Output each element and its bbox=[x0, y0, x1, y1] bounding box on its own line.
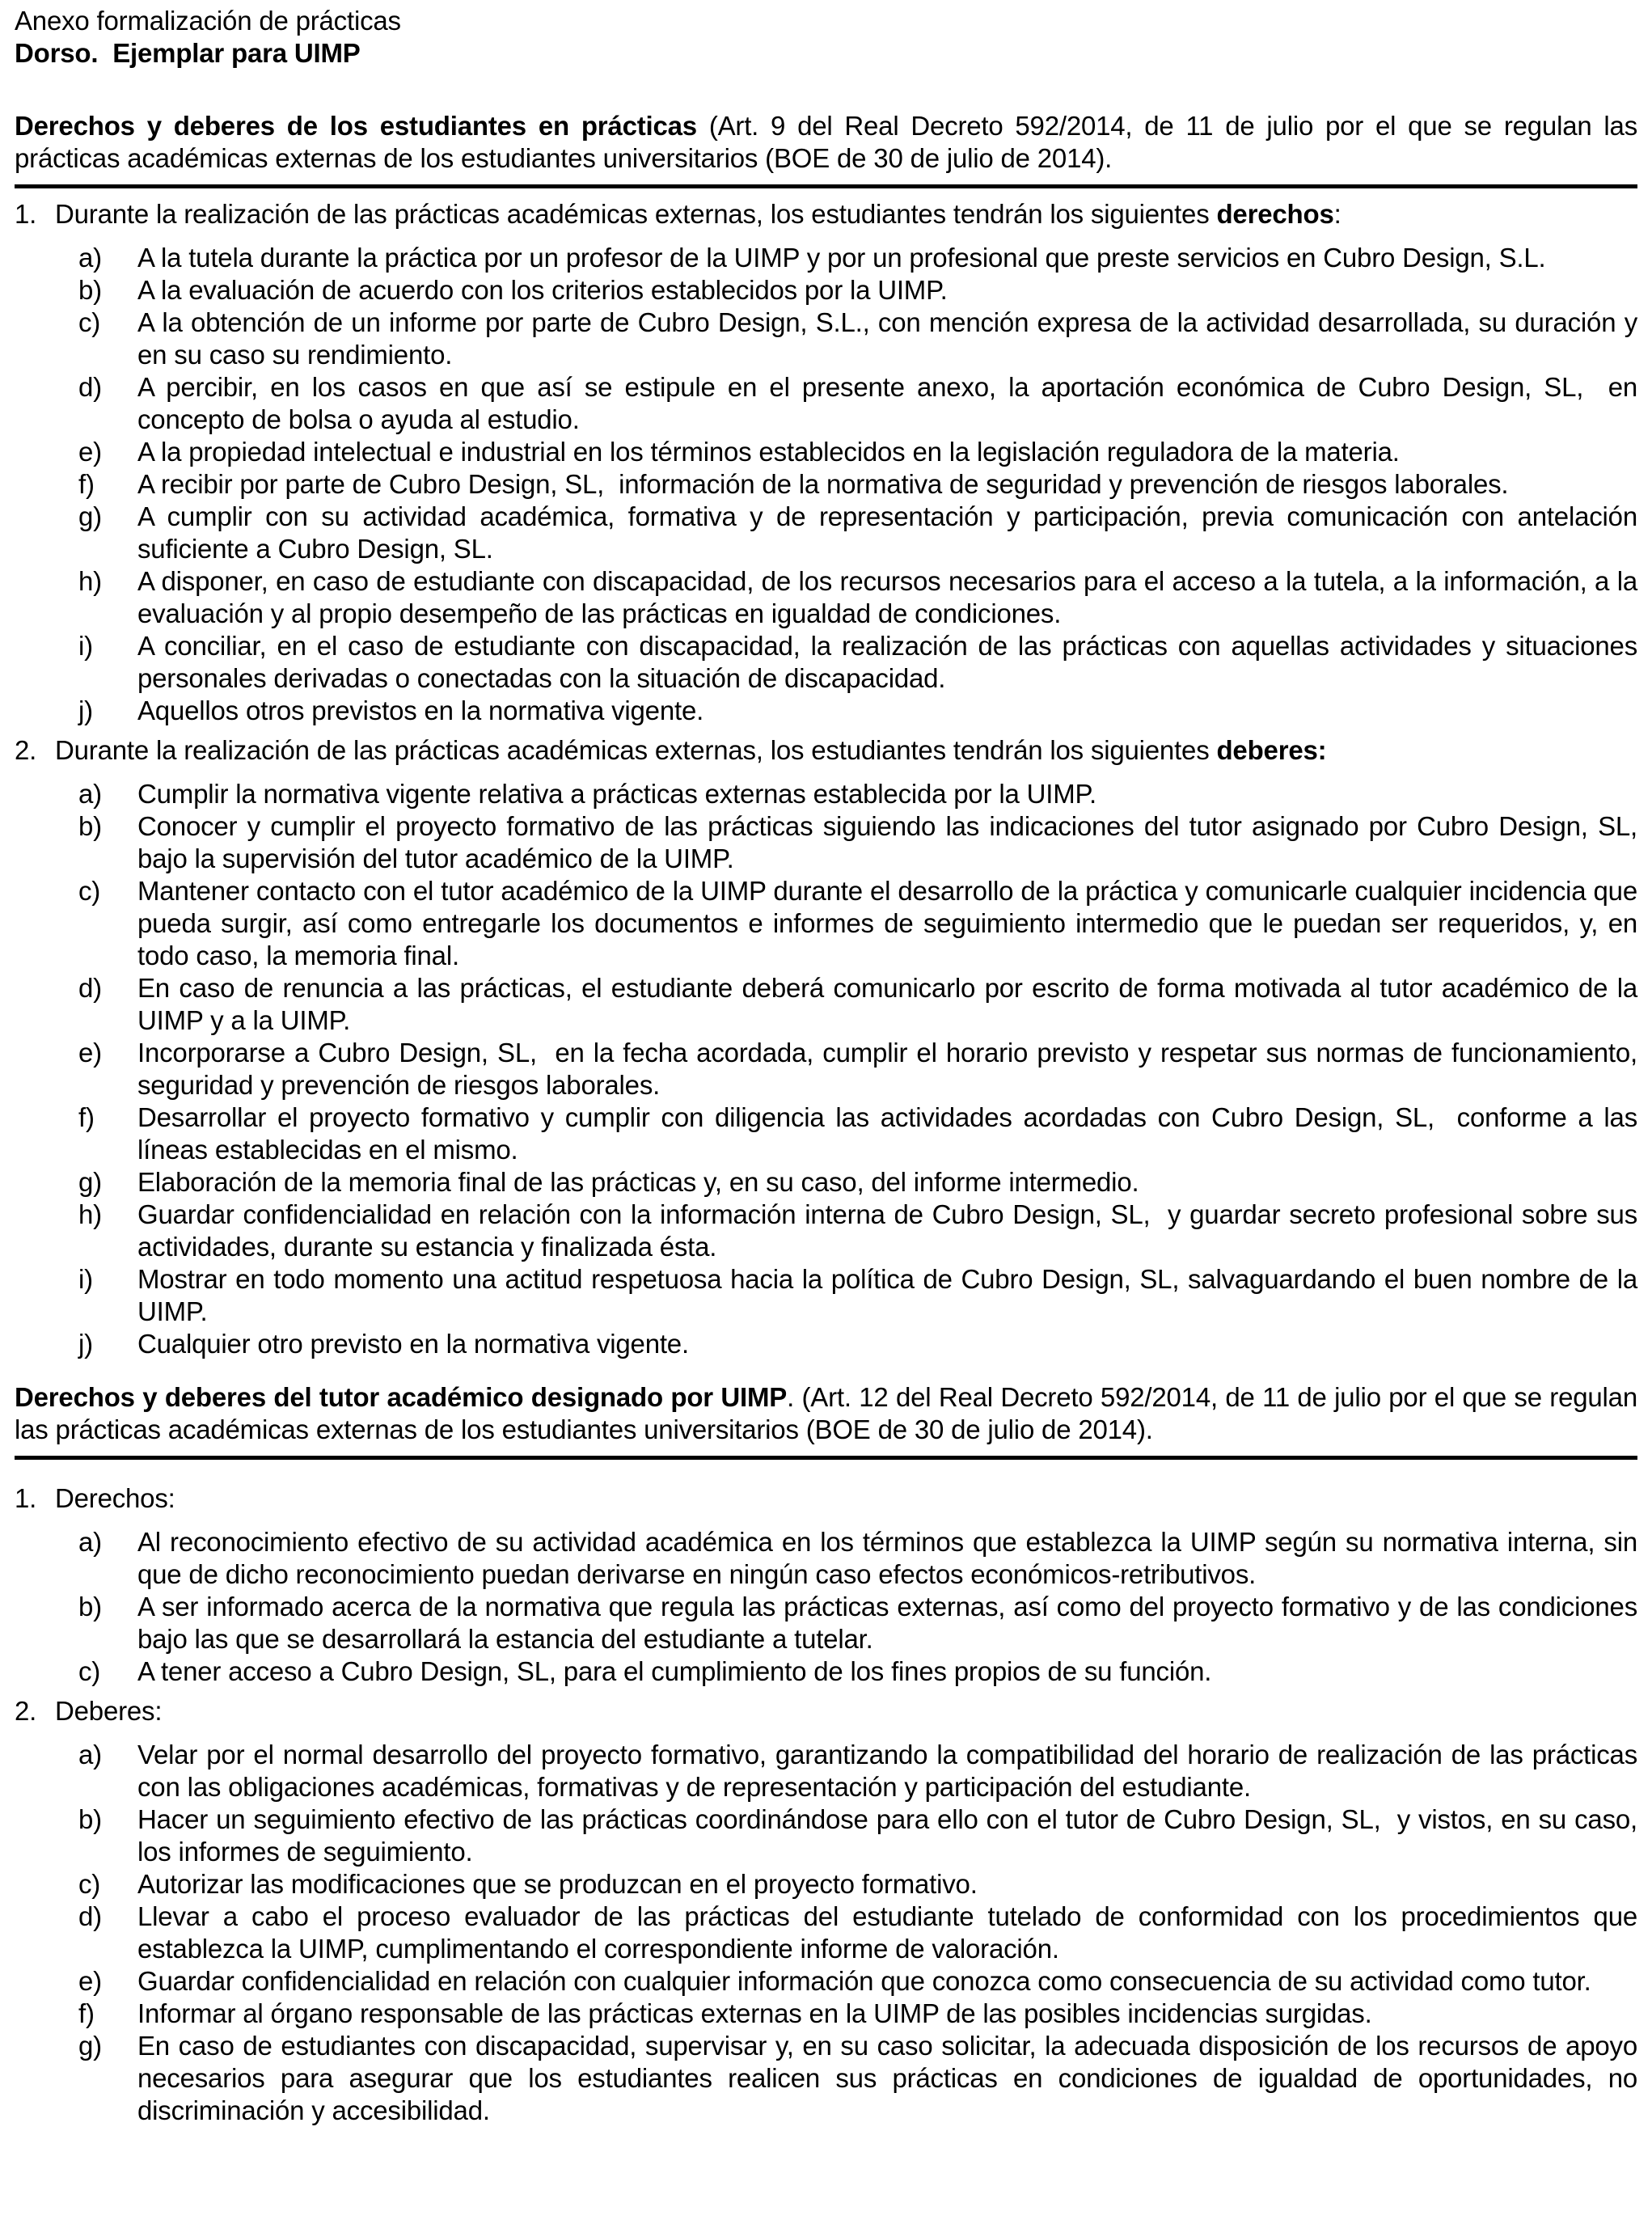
item-label: c) bbox=[78, 876, 101, 906]
item-text: Autorizar las modificaciones que se produzcan en el proyecto formativo. bbox=[137, 1869, 978, 1899]
tutor-deberes-list bbox=[15, 1695, 1645, 2127]
list-item bbox=[15, 1655, 1637, 1688]
list-item bbox=[15, 1328, 1637, 1360]
item-text: A conciliar, en el caso de estudiante con discapacidad, la realización de las prácticas con aquellas actividades y situaciones personales derivadas o conectadas con la situación de discapacidad. bbox=[137, 631, 1645, 693]
item-text: Desarrollar el proyecto formativo y cumplir con diligencia las actividades acordadas con Cubro Design, SL, conforme a las líneas establecidas en el mismo. bbox=[137, 1102, 1645, 1165]
list-intro bbox=[15, 1695, 1637, 1727]
list-item bbox=[15, 1803, 1645, 1868]
item-label: e) bbox=[78, 1966, 102, 1996]
intro-suffix: : bbox=[1333, 199, 1341, 229]
item-text: A ser informado acerca de la normativa que regula las prácticas externas, así como del proyecto formativo y de las condiciones bajo las que se desarrollará la estancia del estudiante a tutelar. bbox=[137, 1592, 1645, 1654]
item-label: h) bbox=[78, 566, 102, 596]
students-heading-rest-text: (Art. 9 del Real Decreto 592/2014, de 11 de julio por el que se regulan las prácticas académicas externas de los estudiantes universitarios (BOE de 30 de julio de 2014). bbox=[15, 111, 1637, 173]
students-derechos-list bbox=[15, 198, 1645, 727]
list-item bbox=[15, 1263, 1645, 1328]
list-item bbox=[15, 371, 1645, 436]
item-text: A la propiedad intelectual e industrial en los términos establecidos en la legislación reguladora de la materia. bbox=[137, 437, 1400, 467]
item-text: Guardar confidencialidad en relación con cualquier información que conozca como consecuencia de su actividad como tutor. bbox=[137, 1966, 1591, 1996]
item-text: A percibir, en los casos en que así se estipule en el presente anexo, la aportación económica de Cubro Design, SL, en concepto de bolsa o ayuda al estudio. bbox=[137, 372, 1645, 434]
item-text: A cumplir con su actividad académica, formativa y de representación y participación, previa comunicación con antelación suficiente a Cubro Design, SL. bbox=[137, 501, 1645, 564]
list-intro-text bbox=[55, 1695, 1637, 1727]
list-item bbox=[15, 810, 1645, 875]
item-label: d) bbox=[78, 1901, 102, 1931]
item-text: En caso de estudiantes con discapacidad, supervisar y, en su caso solicitar, la adecuada disposición de los recursos de apoyo necesarios para asegurar que los estudiantes realicen sus prácticas en condiciones de igualdad de oportunidades, no discriminación y accesibilidad. bbox=[137, 2031, 1645, 2125]
item-text: Aquellos otros previstos en la normativa vigente. bbox=[137, 696, 704, 725]
list-item bbox=[15, 1868, 1637, 1901]
list-items bbox=[15, 1739, 1645, 2127]
list-item bbox=[15, 1965, 1637, 1998]
list-item bbox=[15, 630, 1645, 695]
intro-prefix: Deberes: bbox=[55, 1696, 163, 1726]
item-label: a) bbox=[78, 779, 102, 809]
students-heading-bold-text: Derechos y deberes de los estudiantes en prácticas bbox=[15, 111, 697, 141]
list-intro-text bbox=[55, 198, 1637, 230]
item-label: b) bbox=[78, 275, 102, 305]
item-text: Velar por el normal desarrollo del proyecto formativo, garantizando la compatibilidad del horario de realización de las prácticas con las obligaciones académicas, formativas y de representación y participación del estudiante. bbox=[137, 1740, 1645, 1802]
intro-bold: derechos bbox=[1216, 199, 1334, 229]
doc-header-line1: Anexo formalización de prácticas bbox=[15, 6, 401, 36]
list-item bbox=[15, 501, 1645, 565]
list-item bbox=[15, 436, 1637, 468]
list-item bbox=[15, 1901, 1645, 1965]
intro-prefix: Durante la realización de las prácticas académicas externas, los estudiantes tendrán los siguientes bbox=[55, 735, 1217, 765]
tutor-section-heading bbox=[15, 1381, 1637, 1460]
list-intro bbox=[15, 198, 1637, 230]
list-number: 1. bbox=[15, 1483, 37, 1513]
list-intro-text bbox=[55, 1482, 1637, 1515]
list-item bbox=[15, 1037, 1645, 1101]
list-items bbox=[15, 778, 1645, 1360]
list-items bbox=[15, 242, 1645, 727]
list-item bbox=[15, 1166, 1637, 1199]
item-text: A la obtención de un informe por parte de Cubro Design, S.L., con mención expresa de la actividad desarrollada, su duración y en su caso su rendimiento. bbox=[137, 307, 1645, 370]
list-item bbox=[15, 1591, 1645, 1655]
item-text: Mantener contacto con el tutor académico de la UIMP durante el desarrollo de la práctica y comunicarle cualquier incidencia que pueda surgir, así como entregarle los documentos e informes de seguimiento intermedio que le puedan ser requeridos, y, en todo caso, la memoria final. bbox=[137, 876, 1645, 970]
item-text: A disponer, en caso de estudiante con discapacidad, de los recursos necesarios para el acceso a la tutela, a la información, a la evaluación y al propio desempeño de las prácticas en igualdad de condiciones. bbox=[137, 566, 1645, 628]
item-label: f) bbox=[78, 469, 95, 499]
item-label: i) bbox=[78, 1264, 93, 1294]
list-number: 2. bbox=[15, 735, 37, 765]
list-item bbox=[15, 778, 1637, 810]
item-text: A la evaluación de acuerdo con los criterios establecidos por la UIMP. bbox=[137, 275, 948, 305]
list-items bbox=[15, 1526, 1645, 1688]
item-label: b) bbox=[78, 1804, 102, 1834]
list-item bbox=[15, 565, 1645, 630]
students-section-heading bbox=[15, 110, 1637, 188]
list-item bbox=[15, 242, 1637, 274]
item-label: b) bbox=[78, 1592, 102, 1621]
item-text: Mostrar en todo momento una actitud respetuosa hacia la política de Cubro Design, SL, salvaguardando el buen nombre de la UIMP. bbox=[137, 1264, 1645, 1326]
list-number: 1. bbox=[15, 199, 37, 229]
item-label: d) bbox=[78, 973, 102, 1003]
list-item bbox=[15, 695, 1637, 727]
list-item bbox=[15, 307, 1645, 371]
doc-header-line2: Dorso. Ejemplar para UIMP bbox=[15, 38, 361, 68]
list-item bbox=[15, 875, 1645, 972]
item-label: i) bbox=[78, 631, 93, 661]
item-label: g) bbox=[78, 1167, 102, 1197]
list-item bbox=[15, 1739, 1645, 1803]
item-text: Informar al órgano responsable de las prácticas externas en la UIMP de las posibles incidencias surgidas. bbox=[137, 1998, 1372, 2028]
list-intro bbox=[15, 734, 1637, 767]
item-text: A la tutela durante la práctica por un profesor de la UIMP y por un profesional que preste servicios en Cubro Design, S.L. bbox=[137, 243, 1546, 273]
item-text: Al reconocimiento efectivo de su actividad académica en los términos que establezca la UIMP según su normativa interna, sin que de dicho reconocimiento puedan derivarse en ningún caso efectos económicos-retributivos. bbox=[137, 1527, 1645, 1589]
list-item bbox=[15, 468, 1637, 501]
item-text: Elaboración de la memoria final de las prácticas y, en su caso, del informe intermedio. bbox=[137, 1167, 1139, 1197]
item-label: f) bbox=[78, 1998, 95, 2028]
list-item bbox=[15, 1101, 1645, 1166]
item-label: c) bbox=[78, 1656, 101, 1686]
tutor-heading-bold-text: Derechos y deberes del tutor académico designado por UIMP bbox=[15, 1382, 788, 1412]
item-label: g) bbox=[78, 501, 102, 531]
item-label: b) bbox=[78, 811, 102, 841]
list-item bbox=[15, 274, 1637, 307]
tutor-heading-rest-text: . (Art. 12 del Real Decreto 592/2014, de 11 de julio por el que se regulan las prácticas académicas externas de los estudiantes universitarios (BOE de 30 de julio de 2014). bbox=[15, 1382, 1637, 1444]
list-item bbox=[15, 2030, 1645, 2127]
item-text: Guardar confidencialidad en relación con la información interna de Cubro Design, SL, y guardar secreto profesional sobre sus actividades, durante su estancia y finalizada ésta. bbox=[137, 1199, 1645, 1262]
tutor-derechos-list bbox=[15, 1482, 1645, 1688]
item-label: a) bbox=[78, 1740, 102, 1769]
item-text: Conocer y cumplir el proyecto formativo de las prácticas siguiendo las indicaciones del tutor asignado por Cubro Design, SL, bajo la supervisión del tutor académico de la UIMP. bbox=[137, 811, 1645, 873]
intro-bold: deberes: bbox=[1216, 735, 1327, 765]
item-text: En caso de renuncia a las prácticas, el estudiante deberá comunicarlo por escrito de forma motivada al tutor académico de la UIMP y a la UIMP. bbox=[137, 973, 1645, 1035]
item-text: Hacer un seguimiento efectivo de las prácticas coordinándose para ello con el tutor de Cubro Design, SL, y vistos, en su caso, los informes de seguimiento. bbox=[137, 1804, 1645, 1867]
item-label: c) bbox=[78, 307, 101, 337]
item-text: Cumplir la normativa vigente relativa a prácticas externas establecida por la UIMP. bbox=[137, 779, 1097, 809]
item-text: A tener acceso a Cubro Design, SL, para el cumplimiento de los fines propios de su función. bbox=[137, 1656, 1212, 1686]
item-label: e) bbox=[78, 437, 102, 467]
item-label: f) bbox=[78, 1102, 95, 1132]
list-item bbox=[15, 972, 1645, 1037]
list-item bbox=[15, 1199, 1645, 1263]
intro-prefix: Derechos: bbox=[55, 1483, 175, 1513]
item-label: e) bbox=[78, 1038, 102, 1068]
list-number: 2. bbox=[15, 1696, 37, 1726]
item-text: Cualquier otro previsto en la normativa vigente. bbox=[137, 1329, 689, 1359]
list-item bbox=[15, 1526, 1645, 1591]
item-text: Llevar a cabo el proceso evaluador de las prácticas del estudiante tutelado de conformidad con los procedimientos que establezca la UIMP, cumplimentando el correspondiente informe de valoración. bbox=[137, 1901, 1645, 1964]
item-label: d) bbox=[78, 372, 102, 402]
students-deberes-list bbox=[15, 734, 1645, 1360]
item-label: c) bbox=[78, 1869, 101, 1899]
item-text: A recibir por parte de Cubro Design, SL, información de la normativa de seguridad y prevención de riesgos laborales. bbox=[137, 469, 1509, 499]
item-label: a) bbox=[78, 1527, 102, 1557]
item-label: j) bbox=[78, 1329, 93, 1359]
list-intro-text bbox=[55, 734, 1637, 767]
item-label: h) bbox=[78, 1199, 102, 1229]
list-item bbox=[15, 1998, 1637, 2030]
list-intro bbox=[15, 1482, 1637, 1515]
item-text: Incorporarse a Cubro Design, SL, en la fecha acordada, cumplir el horario previsto y respetar sus normas de funcionamiento, seguridad y prevención de riesgos laborales. bbox=[137, 1038, 1645, 1100]
item-label: j) bbox=[78, 696, 93, 725]
item-label: a) bbox=[78, 243, 102, 273]
item-label: g) bbox=[78, 2031, 102, 2061]
intro-prefix: Durante la realización de las prácticas académicas externas, los estudiantes tendrán los siguientes bbox=[55, 199, 1217, 229]
doc-header bbox=[15, 5, 1637, 70]
